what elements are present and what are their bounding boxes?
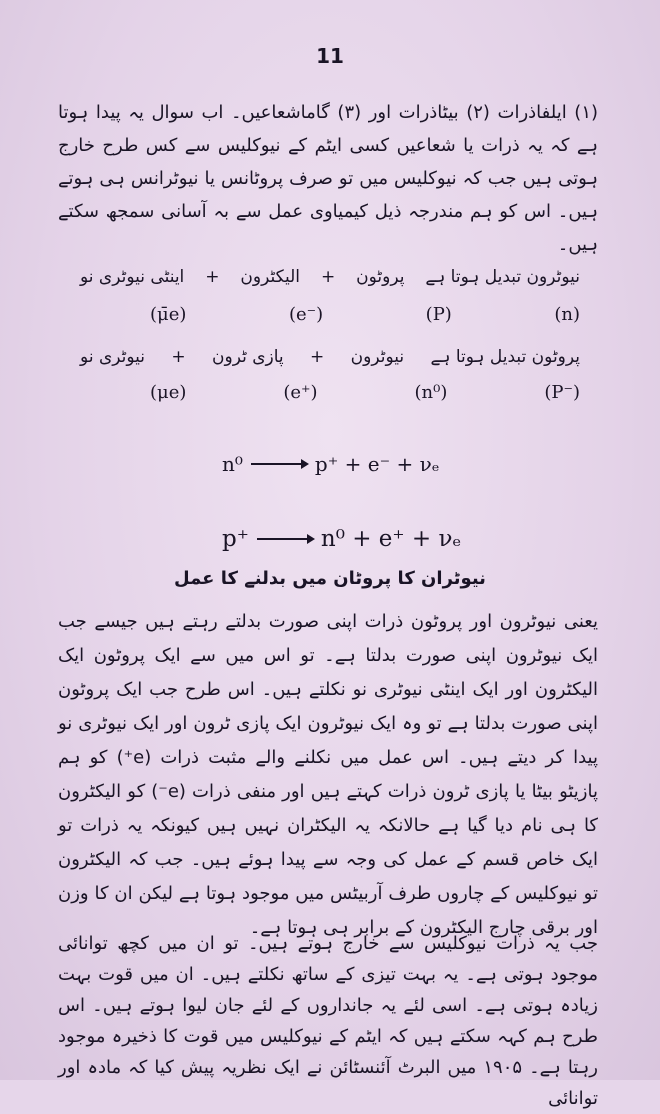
equation-1-plus-2: + — [205, 266, 220, 287]
equation-1-symbol: (e⁻) — [288, 304, 324, 325]
section-caption: نیوٹران کا پروٹان میں بدلنے کا عمل — [174, 568, 486, 589]
equation-2-symbol: (μe) — [150, 382, 187, 403]
closing-paragraph: جب یہ ذرات نیوکلیس سے خارج ہوتے ہیں۔ تو ان میں کچھ توانائی موجود ہوتی ہے۔ یہ بہت تیزی کے ساتھ نکلتے ہیں۔ ان میں قوت بہت زیادہ ہوتی ہے۔ اسی لئے یہ جانداروں کے لئے جان لیوا ہوتے ہیں۔ اس طرح ہم کہہ سکتے ہیں کہ ایٹم کے نیوکلیس میں قوت کا ذخیرہ موجود رہتا ہے۔ ۱۹۰۵ میں البرٹ آئنسٹائن نے ایک نظریہ پیش کیا کہ مادہ اور توانائی — [58, 933, 598, 1109]
equation-2-words — [80, 346, 580, 367]
equation-2-term-1: نیوٹرون — [350, 346, 405, 367]
page-number: 11 — [316, 44, 344, 68]
formula-1-lhs: n⁰ — [222, 452, 243, 476]
main-paragraph: یعنی نیوٹرون اور پروٹون ذرات اپنی صورت بدلتے رہتے ہیں جیسے جب ایک نیوٹرون اپنی صورت بدلتا ہے۔ تو اس میں سے ایک پروٹون ایک الیکٹرون اور ایک اینٹی نیوٹری نو نکلتے ہیں۔ اس طرح جب ایک پروٹون اپنی صورت بدلتا ہے تو وہ ایک نیوٹرون ایک پازی ٹرون اور ایک نیوٹری نو پیدا کر دیتے ہیں۔ اس عمل میں نکلنے والے مثبت ذرات (e⁺) کو ہم پازیٹو بیٹا یا پازی ٹرون ذرات کہتے ہیں اور منفی ذرات (e⁻) کو الیکٹرون کا ہی نام دیا گیا ہے حالانکہ یہ الیکٹران نہیں ہیں کیونکہ یہ ذرات تو ایک خاص قسم کے عمل کی وجہ سے پیدا ہوئے ہیں۔ جب کہ الیکٹرون تو نیوکلیس کے چاروں طرف آربیٹس میں موجود ہوتا ہے لیکن ان کا وزن اور برقی چارج الیکٹرون کے برابر ہی ہوتا ہے۔ — [58, 611, 598, 938]
equation-1-term-2: الیکٹرون — [240, 266, 301, 287]
equation-2-term-3: نیوٹری نو — [80, 346, 146, 367]
equation-1-term-1: پروٹون — [356, 266, 405, 287]
right-arrow-icon — [251, 463, 307, 465]
equation-2-symbol: (P⁻) — [544, 382, 580, 403]
right-arrow-icon — [257, 538, 313, 540]
equation-1-lhs: نیوٹرون تبدیل ہوتا ہے — [425, 267, 580, 287]
formula-proton-decay — [222, 526, 461, 552]
intro-paragraph: (۱) ایلفاذرات (۲) بیٹاذرات اور (۳) گاماشعاعیں۔ اب سوال یہ پیدا ہوتا ہے کہ یہ ذرات یا شعاعیں کسی ایٹم کے نیوکلیس سے کس طرح خارج ہوتی ہیں جب کہ نیوکلیس میں تو صرف پروٹانس یا نیوٹرانس ہی ہوتے ہیں۔ اس کو ہم مندرجہ ذیل کیمیاوی عمل سے بہ آسانی سمجھ سکتے ہیں۔ — [58, 102, 599, 255]
equation-1-words — [80, 266, 580, 287]
equation-2-symbol: (e⁺) — [283, 382, 318, 403]
formula-1-rhs: p⁺ + e⁻ + νₑ — [314, 452, 440, 476]
equation-2-symbol: (n⁰) — [414, 382, 448, 403]
equation-2-plus-1: + — [310, 346, 325, 367]
equation-1-term-3: اینٹی نیوٹری نو — [80, 266, 185, 287]
equation-1-symbol: (P) — [425, 304, 452, 325]
equation-1-symbol: (n) — [554, 304, 580, 325]
equation-1-plus-1: + — [320, 266, 336, 287]
equation-2-plus-2: + — [171, 346, 186, 367]
formula-2-lhs: p⁺ — [222, 526, 249, 552]
equation-2-lhs: پروٹون تبدیل ہوتا ہے — [430, 347, 580, 367]
formula-2-rhs: n⁰ + e⁺ + νₑ — [320, 526, 462, 552]
equation-1-symbol: (μ̄e) — [150, 304, 187, 325]
formula-neutron-decay — [222, 452, 440, 476]
equation-2-term-2: پازی ٹرون — [212, 346, 284, 367]
equation-2-symbols — [150, 382, 580, 403]
equation-1-symbols — [150, 304, 580, 325]
